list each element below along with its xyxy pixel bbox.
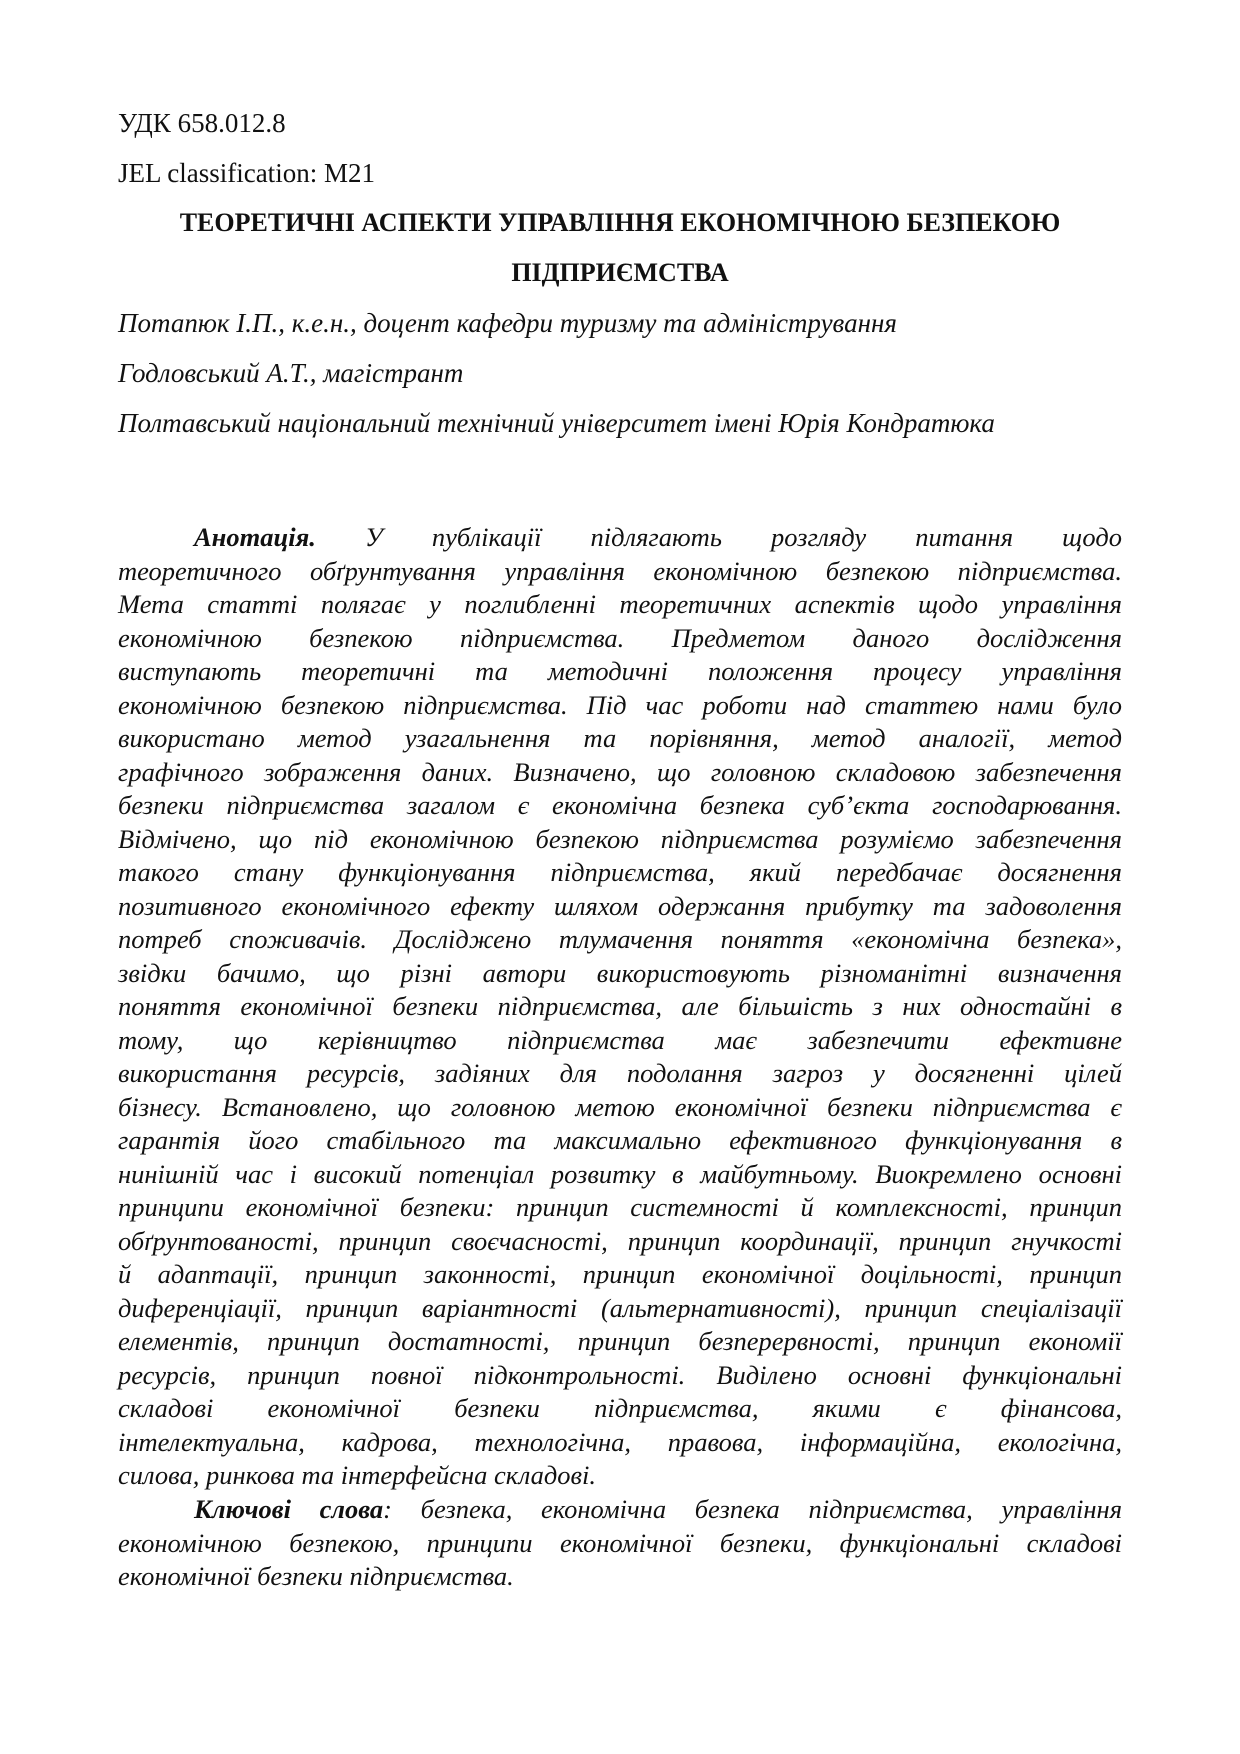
abstract-line: потреб споживачів. Досліджено тлумачення поняття «економічна безпека»,	[118, 924, 1122, 954]
abstract-line: економічною безпекою підприємства. Під час роботи над статтею нами було	[118, 689, 1122, 720]
abstract-line: безпеки підприємства загалом є економічна безпека суб’єкта господарювання.	[118, 790, 1122, 820]
abstract-line: обґрунтованості, принцип своєчасності, принцип координації, принцип гнучкості	[118, 1225, 1122, 1256]
abstract-line	[118, 521, 1122, 555]
abstract-line: позитивного економічного ефекту шляхом одержання прибутку та задоволення	[118, 890, 1122, 921]
keywords-line: економічної безпеки підприємства.	[118, 1561, 514, 1591]
abstract-line: бізнесу. Встановлено, що головною метою економічної безпеки підприємства є	[118, 1091, 1122, 1122]
abstract-line: Відмічено, що під економічною безпекою підприємства розуміємо забезпечення	[118, 823, 1122, 854]
abstract-line: диференціації, принцип варіантності (альтернативності), принцип спеціалізації	[118, 1292, 1122, 1323]
abstract-line: звідки бачимо, що різні автори використовують різноманітні визначення	[118, 957, 1122, 988]
keywords-line	[118, 1493, 1122, 1527]
abstract-line: ресурсів, принцип повної підконтрольності. Виділено основні функціональні	[118, 1359, 1122, 1390]
abstract-line: складові економічної безпеки підприємства, якими є фінансова,	[118, 1393, 1122, 1423]
author-1: Потапюк І.П., к.е.н., доцент кафедри туризму та адміністрування	[118, 308, 897, 338]
abstract-line: нинішній час і високий потенціал розвитку в майбутньому. Виокремлено основні	[118, 1158, 1122, 1189]
abstract-line: Мета статті полягає у поглибленні теоретичних аспектів щодо управління	[118, 589, 1122, 619]
udc-code: УДК 658.012.8	[118, 108, 286, 138]
keywords	[118, 1493, 1122, 1594]
author-2: Годловський А.Т., магістрант	[118, 358, 464, 388]
abstract-line: й адаптації, принцип законності, принцип економічної доцільності, принцип	[118, 1259, 1122, 1289]
abstract-line: гарантія його стабільного та максимально ефективного функціонування в	[118, 1125, 1122, 1155]
abstract-line: тому, що керівництво підприємства має забезпечити ефективне	[118, 1024, 1122, 1055]
abstract-line: теоретичного обґрунтування управління економічною безпекою підприємства.	[118, 555, 1122, 586]
abstract-label: Анотація.	[194, 522, 316, 552]
jel-classification: JEL classification: M21	[118, 158, 375, 188]
abstract-line: такого стану функціонування підприємства, який передбачає досягнення	[118, 857, 1122, 887]
abstract	[118, 521, 1122, 1493]
abstract-line: економічною безпекою підприємства. Предметом даного дослідження	[118, 622, 1122, 653]
abstract-line: поняття економічної безпеки підприємства, але більшість з них одностайні в	[118, 991, 1122, 1021]
abstract-line: використання ресурсів, задіяних для подолання загроз у досягненні цілей	[118, 1058, 1122, 1088]
paper-title-line-1: ТЕОРЕТИЧНІ АСПЕКТИ УПРАВЛІННЯ ЕКОНОМІЧНОЮ БЕЗПЕКОЮ	[179, 208, 1061, 237]
paper-title-line-2: ПІДПРИЄМСТВА	[511, 258, 729, 287]
abstract-line: графічного зображення даних. Визначено, що головною складовою забезпечення	[118, 756, 1122, 787]
abstract-line: принципи економічної безпеки: принцип системності й комплексності, принцип	[118, 1192, 1122, 1222]
abstract-line: використано метод узагальнення та порівняння, метод аналогії, метод	[118, 723, 1122, 753]
abstract-line: інтелектуальна, кадрова, технологічна, правова, інформаційна, екологічна,	[118, 1426, 1122, 1457]
affiliation: Полтавський національний технічний університет імені Юрія Кондратюка	[118, 408, 995, 438]
keywords-label: Ключові слова	[194, 1494, 384, 1524]
abstract-text: У публікації підлягають розгляду питання щодо	[315, 522, 1122, 552]
keywords-line: економічною безпекою, принципи економічної безпеки, функціональні складові	[118, 1527, 1122, 1558]
keywords-text: : безпека, економічна безпека підприємства, управління	[383, 1494, 1123, 1524]
abstract-line: елементів, принцип достатності, принцип безперервності, принцип економії	[118, 1326, 1122, 1356]
abstract-line: виступають теоретичні та методичні положення процесу управління	[118, 656, 1122, 686]
abstract-line: силова, ринкова та інтерфейсна складові.	[118, 1460, 597, 1490]
